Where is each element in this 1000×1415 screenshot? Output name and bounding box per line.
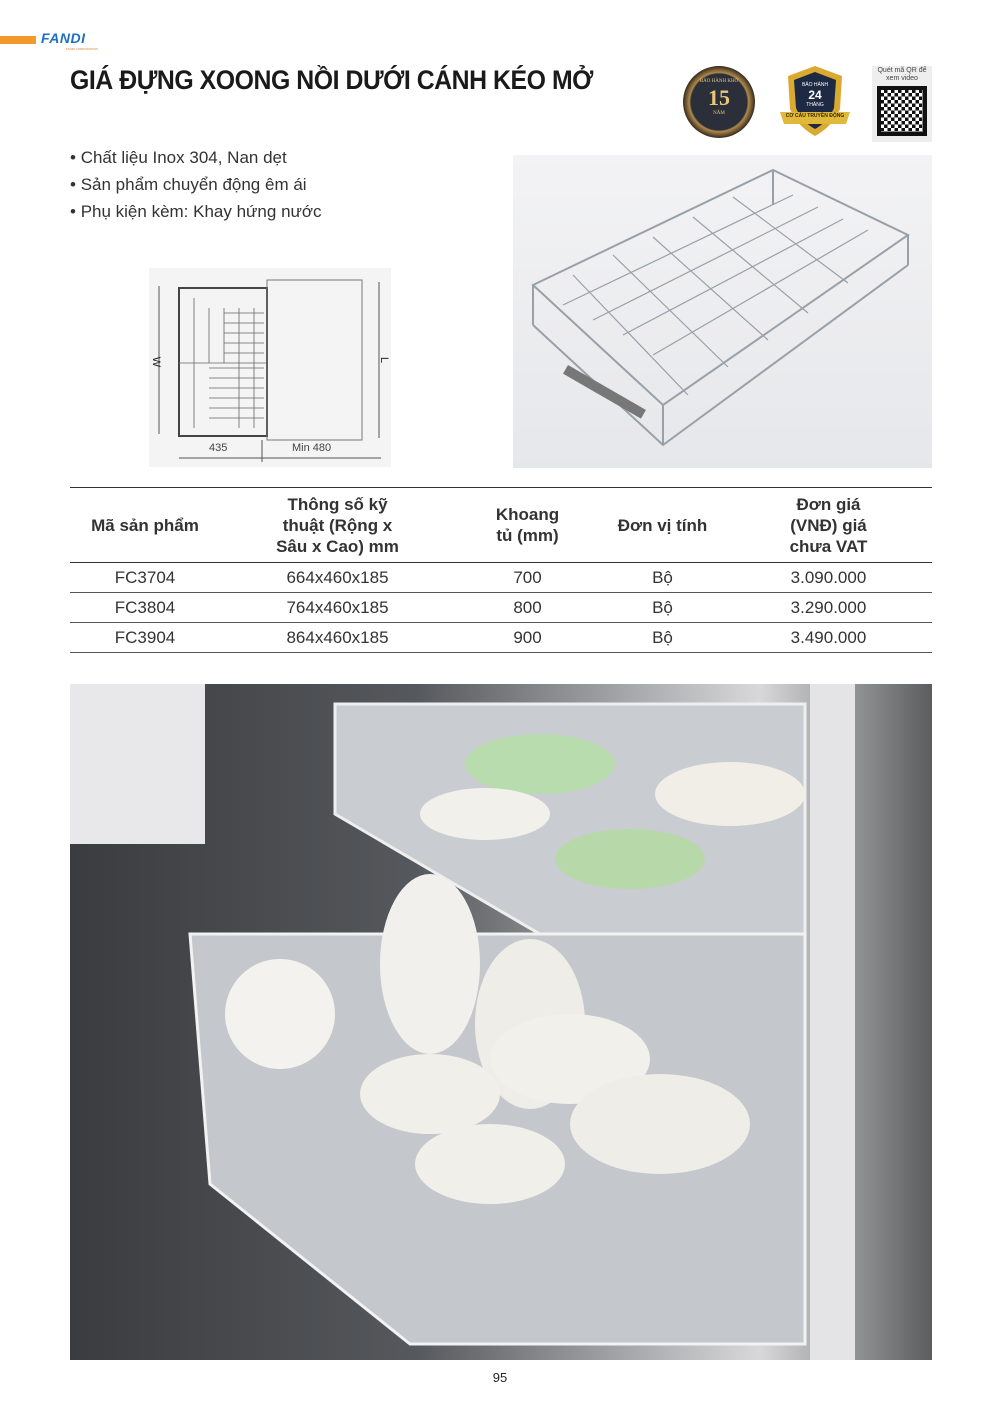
feature-item: • Chất liệu Inox 304, Nan dẹt [70, 148, 287, 167]
accent-bar [0, 36, 36, 44]
table-row: FC3804 764x460x185 800 Bộ 3.290.000 [70, 593, 932, 623]
dimension-diagram: W L 435 Min 480 [149, 268, 391, 467]
brand-tagline: FANDI CORPORATION [66, 47, 98, 51]
installed-product-photo [70, 684, 932, 1360]
brand-logo: FANDI [41, 30, 86, 46]
page-number: 95 [492, 1370, 508, 1385]
warranty-24-badge: BẢO HÀNH 24 THÁNG CƠ CẤU TRUYỀN ĐỘNG [778, 64, 852, 138]
feature-item: • Sản phẩm chuyển động êm ái [70, 175, 307, 194]
qr-code[interactable]: Quét mã QR để xem video [872, 66, 932, 142]
product-image-basket [513, 155, 932, 468]
product-table [70, 487, 932, 653]
feature-item: • Phụ kiện kèm: Khay hứng nước [70, 202, 322, 221]
qr-pattern [877, 86, 927, 136]
table-row: FC3704 664x460x185 700 Bộ 3.090.000 [70, 563, 932, 593]
table-row: FC3904 864x460x185 900 Bộ 3.490.000 [70, 623, 932, 653]
page-title: GIÁ ĐỰNG XOONG NỒI DƯỚI CÁNH KÉO MỞ [70, 65, 593, 95]
table-header-row: Mã sản phẩm Thông số kỹ thuật (Rộng x Sâu x Cao) mm Khoang tủ (mm) Đơn vị tính Đơn giá (VNĐ) giá chưa VAT [70, 488, 932, 563]
warranty-15-badge: BẢO HÀNH KHỚ 15 NĂM [683, 66, 755, 138]
